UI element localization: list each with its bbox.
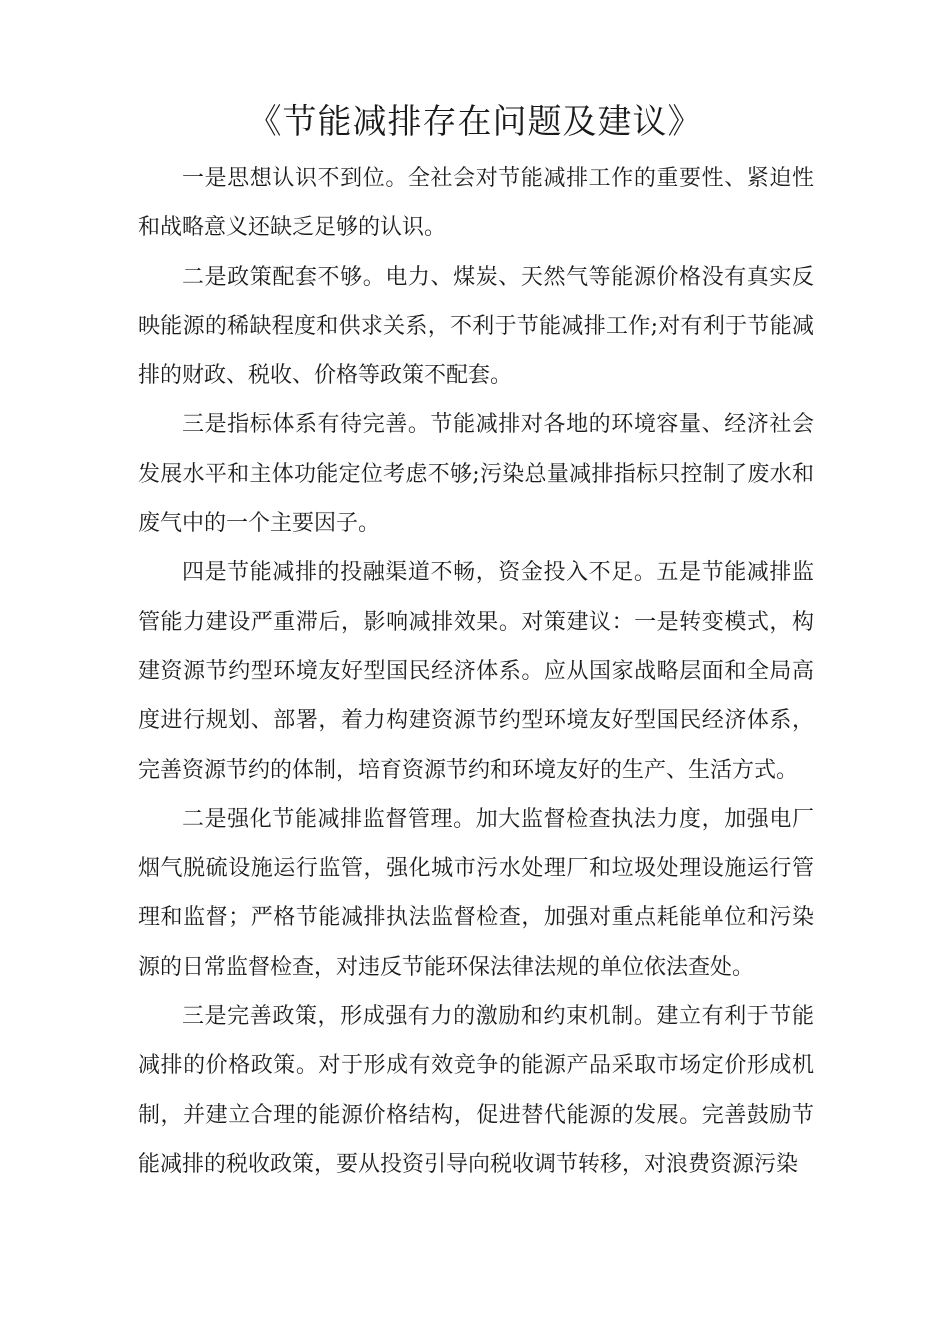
paragraph-1: 一是思想认识不到位。全社会对节能减排工作的重要性、紧迫性和战略意义还缺乏足够的认识。 [138, 166, 814, 241]
document-body [138, 154, 814, 1189]
paragraph-4: 四是节能减排的投融渠道不畅，资金投入不足。五是节能减排监管能力建设严重滞后，影响减排效果。对策建议：一是转变模式，构建资源节约型环境友好型国民经济体系。应从国家战略层面和全局高度进行规划、部署，着力构建资源节约型环境友好型国民经济体系，完善资源节约的体制，培育资源节约和环境友好的生产、生活方式。 [138, 560, 814, 783]
paragraph-5: 二是强化节能减排监督管理。加大监督检查执法力度，加强电厂烟气脱硫设施运行监管，强化城市污水处理厂和垃圾处理设施运行管理和监督；严格节能减排执法监督检查，加强对重点耗能单位和污染源的日常监督检查，对违反节能环保法律法规的单位依法查处。 [138, 806, 814, 980]
paragraph-3: 三是指标体系有待完善。节能减排对各地的环境容量、经济社会发展水平和主体功能定位考虑不够;污染总量减排指标只控制了废水和废气中的一个主要因子。 [138, 412, 814, 537]
paragraph-2: 二是政策配套不够。电力、煤炭、天然气等能源价格没有真实反映能源的稀缺程度和供求关系，不利于节能减排工作;对有利于节能减排的财政、税收、价格等政策不配套。 [138, 264, 814, 389]
paragraph-6: 三是完善政策，形成强有力的激励和约束机制。建立有利于节能减排的价格政策。对于形成有效竞争的能源产品采取市场定价形成机制，并建立合理的能源价格结构，促进替代能源的发展。完善鼓励节能减排的税收政策，要从投资引导向税收调节转移，对浪费资源污染 [138, 1004, 814, 1177]
document-title: 《节能减排存在问题及建议》 [247, 102, 703, 142]
